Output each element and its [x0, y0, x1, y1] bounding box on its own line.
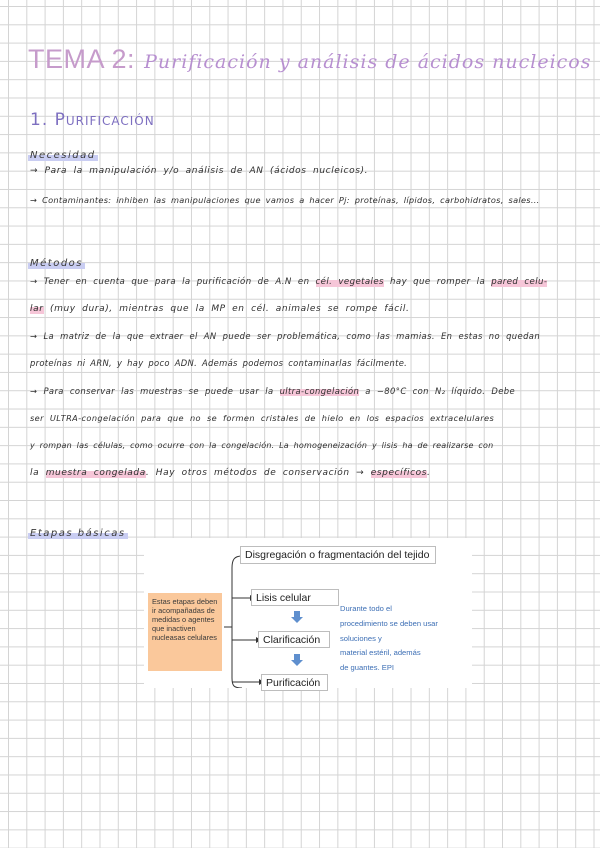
- metodos-line-8-e: .: [427, 468, 431, 478]
- metodos-line-5-c: a −80°C con N₂ líquido. Debe: [359, 386, 516, 396]
- metodos-line-1: [30, 277, 547, 287]
- label-necesidad-text: Necesidad: [30, 150, 96, 161]
- necesidad-line-1: → Para la manipulación y/o análisis de AN (ácidos nucleicos).: [30, 166, 369, 176]
- metodos-line-7: y rompan las células, como ocurre con la congelación. La homogeneización y lisis ha de realizarse con: [30, 441, 494, 450]
- arrow-down-icon: [292, 611, 302, 623]
- metodos-line-6: ser ULTRA-congelación para que no se formen cristales de hielo en los espacios extracelulares: [30, 413, 495, 423]
- metodos-line-8-a: la: [30, 468, 46, 478]
- highlight-ultra-congelacion: ultra-congelación: [279, 386, 360, 396]
- metodos-line-1-a: → Tener en cuenta que para la purificación de A.N en: [30, 277, 316, 287]
- blue-note-esteril: [340, 602, 470, 676]
- blue-line-2: procedimiento se deben usar: [340, 618, 438, 628]
- page-title: [28, 44, 591, 75]
- step-lisis-celular: Lisis celular: [251, 589, 339, 606]
- label-necesidad: [28, 143, 98, 162]
- section-heading-purificacion: 1. Purificación: [30, 110, 155, 130]
- highlight-muestra-congelada: muestra congelada: [45, 468, 146, 478]
- label-metodos-text: Métodos: [30, 258, 83, 269]
- arrow-down-icon: [292, 654, 302, 666]
- necesidad-line-2: → Contaminantes: inhiben las manipulaciones que vamos a hacer Pj: proteínas, lípidos, carbohidratos, sales...: [30, 195, 540, 205]
- label-etapas: [28, 521, 128, 540]
- step-clarificacion: Clarificación: [258, 631, 330, 648]
- metodos-line-4: proteínas ni ARN, y hay poco ADN. Además podemos contaminarlas fácilmente.: [30, 358, 408, 368]
- etapas-diagram: [144, 538, 472, 688]
- title-sub: Purificación y análisis de ácidos nucleicos: [144, 51, 592, 73]
- note-nucleasas: Estas etapas deben ir acompañadas de medidas o agentes que inactiven nucleasas celulares: [148, 593, 222, 671]
- metodos-line-2: [30, 304, 409, 314]
- metodos-line-3: → La matriz de la que extraer el AN puede ser problemática, como las mamias. En estas no quedan: [30, 331, 541, 341]
- blue-line-5: de guantes. EPI: [340, 663, 395, 673]
- top-box-disgregacion: Disgregación o fragmentación del tejido: [240, 546, 436, 564]
- metodos-line-5: [30, 386, 515, 396]
- title-main: TEMA 2:: [28, 44, 136, 74]
- blue-line-1: Durante todo el: [340, 604, 392, 613]
- blue-line-4: material estéril, además: [340, 648, 421, 658]
- highlight-especificos: específicos: [370, 468, 428, 478]
- highlight-pared-celular: pared celu-: [491, 277, 548, 287]
- highlight-lar: lar: [30, 304, 44, 314]
- metodos-line-8-c: . Hay otros métodos de conservación →: [145, 468, 371, 478]
- metodos-line-5-a: → Para conservar las muestras se puede usar la: [30, 386, 280, 396]
- highlight-cel-vegetales: cél. vegetales: [315, 277, 384, 287]
- label-etapas-text: Etapas básicas: [30, 528, 126, 539]
- blue-line-3: soluciones y: [340, 633, 382, 643]
- metodos-line-2-b: (muy dura), mientras que la MP en cél. animales se rompe fácil.: [43, 304, 410, 314]
- step-purificacion: Purificación: [261, 674, 328, 691]
- metodos-line-8: [30, 468, 431, 478]
- label-metodos: [28, 251, 85, 270]
- metodos-line-1-c: hay que romper la: [383, 277, 492, 287]
